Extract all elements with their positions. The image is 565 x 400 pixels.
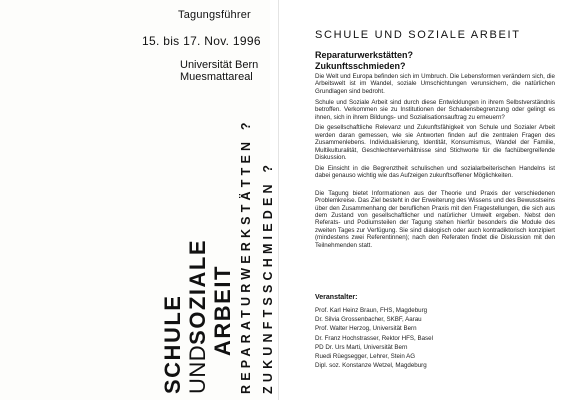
organizers-list [315,306,433,370]
event-dates: 15. bis 17. Nov. 1996 [142,34,261,48]
vertical-title [160,118,279,394]
paragraph-3: Die gesellschaftliche Relevanz und Zukunftsfähigkeit von Schule und Sozialer Arbeit werden daran gemessen, wie sie Antworten finden auf die zentralen Fragen des Zusammenlebens. Individualisierung, Identität, Konsumismus, Wandel der Familie, Multikulturalität, Geschlechterverhältnisse sind Stichworte für die fachübergreifende Diskussion. [315,124,555,162]
page-fold [278,0,279,400]
page-heading: SCHULE UND SOZIALE ARBEIT [315,29,521,41]
guide-title: Tagungsführer [178,9,251,21]
subheading [315,50,413,72]
vertical-line-schule [160,118,185,394]
word-arbeit: ARBEIT [210,265,235,356]
venue-name: Muesmattareal [180,71,253,83]
vertical-line-und-soziale [185,118,210,394]
vertical-line-arbeit [210,118,235,394]
subheading-line1: Reparaturwerkstätten? [315,50,414,60]
organizer-item: Dipl. soz. Konstanze Wetzel, Magdeburg [315,362,427,370]
subheading-line2: Zukunftsschmieden? [315,61,406,71]
zukunft-question: ZUKUNFTSSCHMIEDEN ? [261,160,275,394]
body-text [315,73,555,253]
paragraph-2: Schule und Soziale Arbeit sind durch diese Entwicklungen in ihrem Selbstverständnis betroffen. Verkommen sie zu Institutionen der Schadensbegrenzung oder gelingt es ihnen, sich in ihrem Bildungs- und Sozialisationsauftrag zu erneuern? [315,98,555,121]
venue-block [180,59,258,83]
organizer-item: PD Dr. Urs Marti, Universität Bern [315,343,408,351]
organizer-item: Ruedi Rüegsegger, Lehrer, Stein AG [315,353,416,361]
university-name: Universität Bern [180,59,259,71]
organizer-item: Prof. Karl Heinz Braun, FHS, Magdeburg [315,307,428,314]
paragraph-4: Die Einsicht in die Begrenztheit schulischen und sozialarbeiterischen Handelns ist dabei genauso wichtig wie das Aufzeigen zukunftsoffener Möglichkeiten. [315,164,555,180]
word-soziale: SOZIALE [185,238,210,345]
organizer-item: Dr. Franz Hochstrasser, Rektor HFS, Basel [315,334,433,342]
vertical-line-zukunft [257,118,279,394]
vertical-line-reparatur [235,118,257,394]
word-und: UND [185,344,210,394]
paragraph-1: Die Welt und Europa befinden sich im Umbruch. Die Lebensformen verändern sich, die Arbeitswelt ist im Wandel, soziale Umschichtungen verunsichern, die natürlichen Grundlagen sind bedroht. [315,73,555,95]
organizers-title: Veranstalter: [315,294,358,301]
reparatur-question: REPARATURWERKSTÄTTEN ? [239,118,253,394]
word-schule: SCHULE [160,294,185,394]
organizer-item: Dr. Silvia Grossenbacher, SKBF, Aarau [315,316,422,324]
paragraph-5: Die Tagung bietet Informationen aus der Theorie und Praxis der verschiedenen Problemkreise. Das Ziel besteht in der Erweiterung des Wissens und des Bewusstseins über den Zusammenhang der beruflichen Praxis mit den Fragestellungen, die sich aus dem Zustand von gesellschaftlicher und natürlicher Umwelt ergeben. Nebst den Referats- und Podiumsteilen der Tagung stehen hierfür besonders die Module des zweiten Tages zur Verfügung. Sie sind dialogisch oder auch kontradiktorisch konzipiert (mindestens zwei Referentinnen); nach den Referaten findet die Diskussion mit den Teilnehmenden statt. [315,189,555,249]
organizer-item: Prof. Walter Herzog, Universität Bern [315,325,417,333]
left-panel [0,0,275,400]
